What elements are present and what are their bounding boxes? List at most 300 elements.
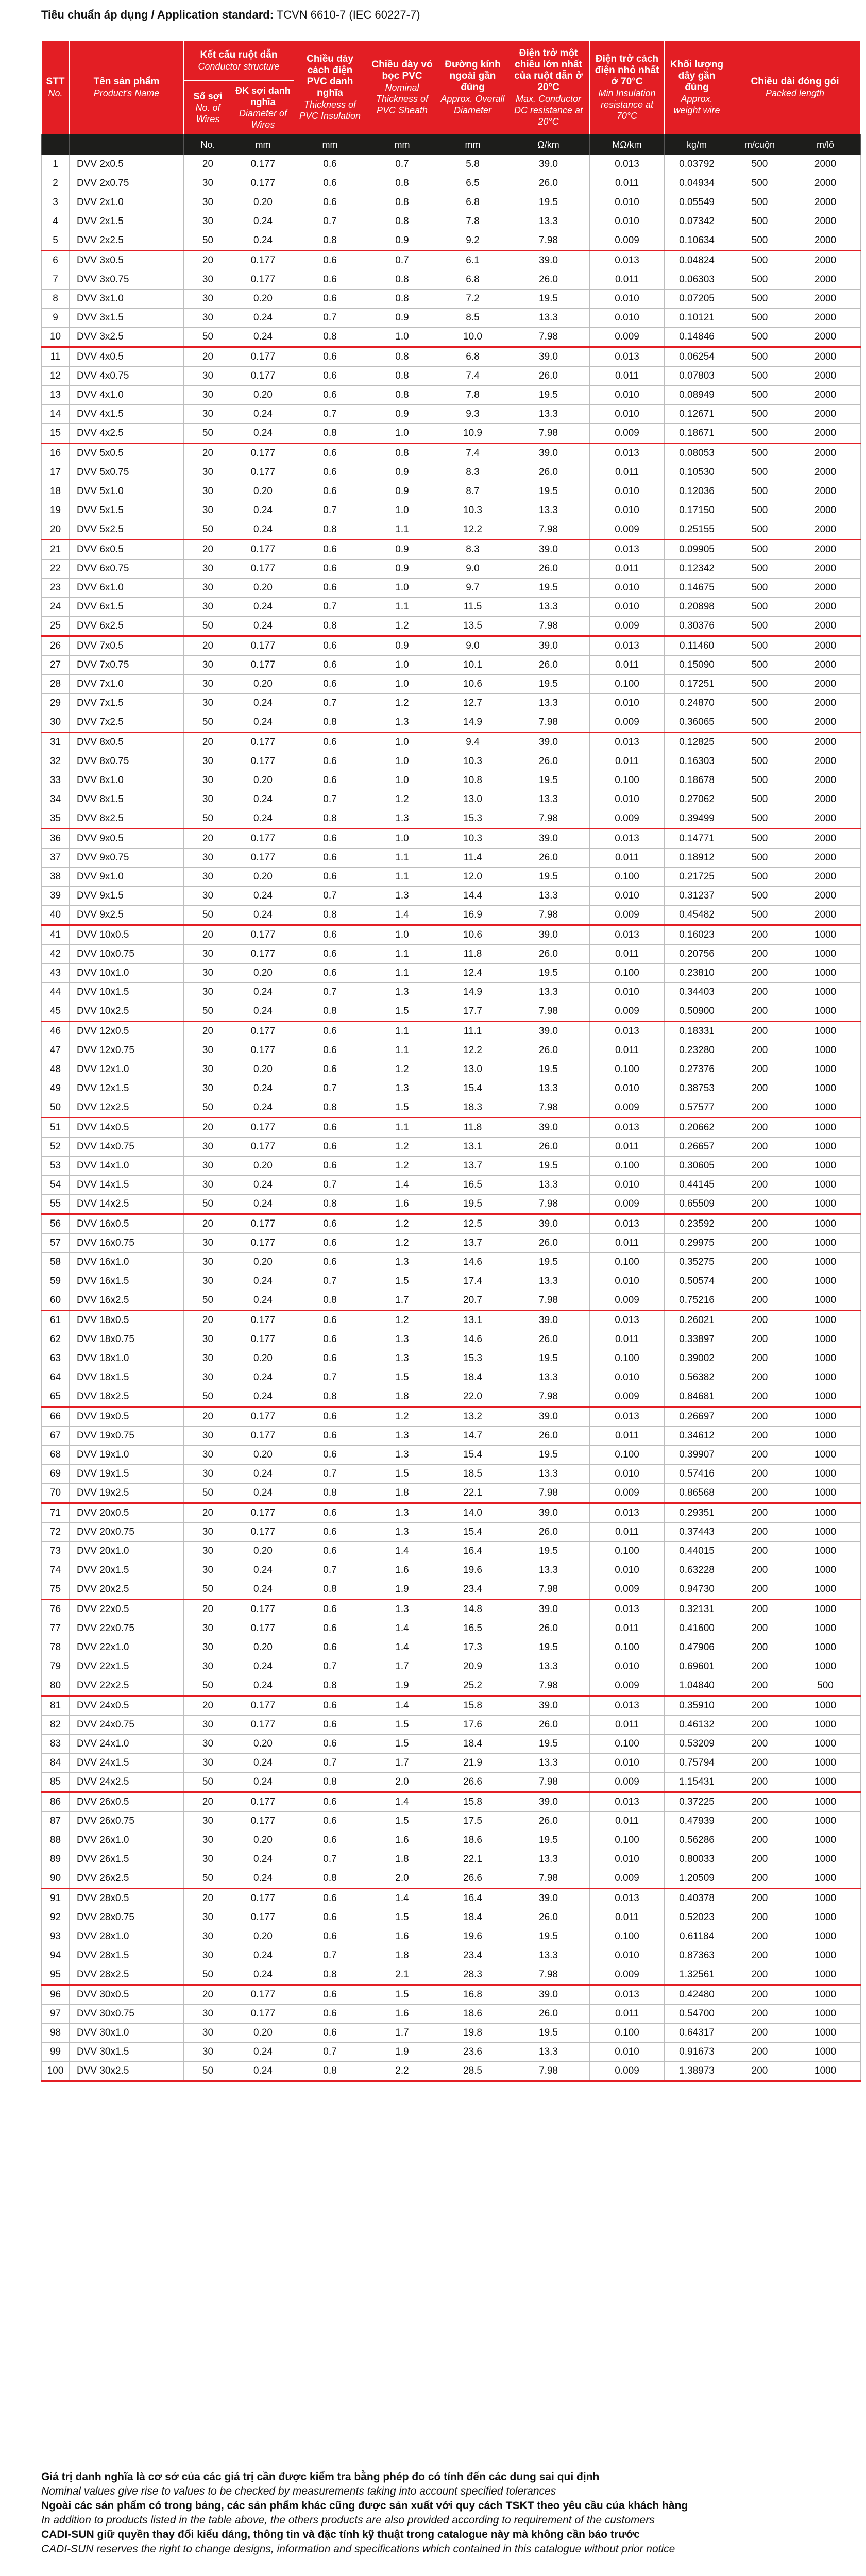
- cell-product-name: DVV 16x1.5: [70, 1272, 184, 1291]
- cell-product-name: DVV 28x0.75: [70, 1908, 184, 1927]
- cell-insulation-resistance: 0.011: [590, 656, 665, 675]
- cell-wire-diameter: 0.177: [232, 1234, 294, 1253]
- cell-weight: 0.16023: [665, 925, 729, 945]
- cell-wires: 30: [184, 270, 232, 290]
- cell-wire-diameter: 0.20: [232, 1638, 294, 1657]
- cell-weight: 0.34403: [665, 983, 729, 1002]
- cell-weight: 0.10634: [665, 231, 729, 251]
- cell-wires: 50: [184, 1580, 232, 1600]
- cell-overall-diameter: 11.8: [438, 1118, 507, 1138]
- cell-dc-resistance: 13.3: [507, 501, 590, 520]
- cell-weight: 1.15431: [665, 1773, 729, 1792]
- cell-length-per-coil: 500: [729, 444, 790, 463]
- cell-length-per-lot: 1000: [790, 1002, 861, 1022]
- cell-sheath: 1.5: [366, 1368, 438, 1387]
- table-row: [42, 328, 861, 347]
- cell-dc-resistance: 13.3: [507, 1079, 590, 1098]
- cell-stt: 79: [42, 1657, 70, 1676]
- cell-insulation-resistance: 0.011: [590, 1138, 665, 1157]
- cell-wire-diameter: 0.24: [232, 1850, 294, 1869]
- cell-insulation-resistance: 0.010: [590, 1465, 665, 1484]
- cell-stt: 22: [42, 560, 70, 579]
- cell-length-per-lot: 1000: [790, 1657, 861, 1676]
- cell-stt: 1: [42, 155, 70, 174]
- cell-stt: 83: [42, 1735, 70, 1754]
- cell-overall-diameter: 18.4: [438, 1735, 507, 1754]
- cell-wires: 20: [184, 1985, 232, 2005]
- cell-overall-diameter: 21.9: [438, 1754, 507, 1773]
- cell-length-per-lot: 2000: [790, 520, 861, 540]
- cell-insulation: 0.6: [294, 290, 366, 309]
- cell-insulation: 0.6: [294, 925, 366, 945]
- cell-product-name: DVV 30x0.75: [70, 2005, 184, 2024]
- cell-stt: 45: [42, 1002, 70, 1022]
- cell-wire-diameter: 0.24: [232, 520, 294, 540]
- cell-product-name: DVV 26x2.5: [70, 1869, 184, 1889]
- cell-sheath: 1.5: [366, 1735, 438, 1754]
- cell-length-per-coil: 500: [729, 868, 790, 887]
- cell-insulation-resistance: 0.010: [590, 405, 665, 424]
- table-row: [42, 1060, 861, 1079]
- cell-overall-diameter: 11.4: [438, 849, 507, 868]
- cell-sheath: 1.4: [366, 1542, 438, 1561]
- cell-insulation-resistance: 0.013: [590, 1889, 665, 1908]
- cell-sheath: 1.9: [366, 1580, 438, 1600]
- cell-length-per-lot: 1000: [790, 1253, 861, 1272]
- cell-stt: 67: [42, 1427, 70, 1446]
- cell-product-name: DVV 16x0.5: [70, 1214, 184, 1234]
- cell-weight: 0.84681: [665, 1387, 729, 1407]
- cell-weight: 0.07342: [665, 212, 729, 231]
- cell-wire-diameter: 0.177: [232, 155, 294, 174]
- cell-stt: 44: [42, 983, 70, 1002]
- cell-wire-diameter: 0.24: [232, 809, 294, 829]
- cell-overall-diameter: 19.8: [438, 2024, 507, 2043]
- cell-insulation: 0.8: [294, 1965, 366, 1985]
- cell-dc-resistance: 19.5: [507, 1831, 590, 1850]
- cell-dc-resistance: 13.3: [507, 1754, 590, 1773]
- cell-length-per-lot: 2000: [790, 501, 861, 520]
- cell-sheath: 1.0: [366, 675, 438, 694]
- cell-length-per-lot: 2000: [790, 771, 861, 790]
- cell-dc-resistance: 26.0: [507, 270, 590, 290]
- unit-cell: Ω/km: [507, 134, 590, 155]
- cell-wires: 30: [184, 2043, 232, 2062]
- cell-stt: 63: [42, 1349, 70, 1368]
- cell-wires: 30: [184, 694, 232, 713]
- cell-stt: 59: [42, 1272, 70, 1291]
- cell-dc-resistance: 7.98: [507, 1484, 590, 1503]
- cell-overall-diameter: 20.9: [438, 1657, 507, 1676]
- cell-insulation: 0.6: [294, 270, 366, 290]
- cell-dc-resistance: 26.0: [507, 2005, 590, 2024]
- cell-length-per-lot: 1000: [790, 1157, 861, 1176]
- cell-insulation: 0.6: [294, 193, 366, 212]
- cell-weight: 0.44015: [665, 1542, 729, 1561]
- cell-dc-resistance: 13.3: [507, 598, 590, 617]
- cell-wire-diameter: 0.177: [232, 1523, 294, 1542]
- cell-dc-resistance: 19.5: [507, 771, 590, 790]
- cell-overall-diameter: 14.7: [438, 1427, 507, 1446]
- cell-wire-diameter: 0.20: [232, 193, 294, 212]
- cell-dc-resistance: 39.0: [507, 347, 590, 367]
- cell-wires: 30: [184, 1638, 232, 1657]
- cell-weight: 0.20898: [665, 598, 729, 617]
- table-row: [42, 1812, 861, 1831]
- cell-insulation-resistance: 0.010: [590, 1368, 665, 1387]
- cell-wire-diameter: 0.24: [232, 405, 294, 424]
- cell-wires: 50: [184, 328, 232, 347]
- cell-insulation-resistance: 0.011: [590, 752, 665, 771]
- cell-wire-diameter: 0.177: [232, 925, 294, 945]
- cell-sheath: 1.1: [366, 1118, 438, 1138]
- cell-overall-diameter: 9.0: [438, 636, 507, 656]
- cell-overall-diameter: 8.5: [438, 309, 507, 328]
- cell-overall-diameter: 12.2: [438, 520, 507, 540]
- cell-insulation-resistance: 0.010: [590, 1657, 665, 1676]
- table-row: [42, 367, 861, 386]
- cell-dc-resistance: 19.5: [507, 579, 590, 598]
- table-row: [42, 1638, 861, 1657]
- cell-weight: 0.47939: [665, 1812, 729, 1831]
- cell-insulation-resistance: 0.013: [590, 829, 665, 849]
- cell-weight: 0.04934: [665, 174, 729, 193]
- table-row: [42, 1927, 861, 1946]
- cell-wire-diameter: 0.20: [232, 1446, 294, 1465]
- cell-product-name: DVV 10x2.5: [70, 1002, 184, 1022]
- table-row: [42, 1850, 861, 1869]
- cell-wire-diameter: 0.177: [232, 367, 294, 386]
- cell-dc-resistance: 39.0: [507, 829, 590, 849]
- cell-stt: 92: [42, 1908, 70, 1927]
- cell-insulation: 0.8: [294, 1291, 366, 1311]
- cell-stt: 31: [42, 733, 70, 752]
- cell-product-name: DVV 16x2.5: [70, 1291, 184, 1311]
- cell-stt: 91: [42, 1889, 70, 1908]
- cell-product-name: DVV 3x2.5: [70, 328, 184, 347]
- cell-insulation: 0.6: [294, 1118, 366, 1138]
- cell-insulation: 0.6: [294, 868, 366, 887]
- cell-wire-diameter: 0.24: [232, 1561, 294, 1580]
- cell-length-per-coil: 200: [729, 1638, 790, 1657]
- cell-weight: 0.23280: [665, 1041, 729, 1060]
- cell-weight: 0.56382: [665, 1368, 729, 1387]
- cell-weight: 0.14675: [665, 579, 729, 598]
- cell-sheath: 1.5: [366, 1985, 438, 2005]
- cell-wire-diameter: 0.177: [232, 540, 294, 560]
- cell-insulation: 0.6: [294, 482, 366, 501]
- cell-wire-diameter: 0.20: [232, 1542, 294, 1561]
- table-row: [42, 752, 861, 771]
- cell-length-per-lot: 1000: [790, 925, 861, 945]
- cell-insulation: 0.6: [294, 2005, 366, 2024]
- cell-length-per-coil: 200: [729, 1754, 790, 1773]
- cell-wires: 30: [184, 2024, 232, 2043]
- table-row: [42, 1253, 861, 1272]
- cell-overall-diameter: 10.6: [438, 675, 507, 694]
- cell-product-name: DVV 18x1.0: [70, 1349, 184, 1368]
- cell-wires: 30: [184, 1831, 232, 1850]
- cell-length-per-lot: 1000: [790, 1561, 861, 1580]
- cell-length-per-coil: 200: [729, 2043, 790, 2062]
- cell-stt: 96: [42, 1985, 70, 2005]
- cell-weight: 0.07205: [665, 290, 729, 309]
- table-row: [42, 520, 861, 540]
- cell-product-name: DVV 14x1.0: [70, 1157, 184, 1176]
- header-sheath-thickness: Chiều dày vỏ bọc PVC Nominal Thickness of PVC Sheath: [366, 41, 438, 134]
- cell-stt: 16: [42, 444, 70, 463]
- cell-product-name: DVV 9x1.0: [70, 868, 184, 887]
- cell-length-per-coil: 500: [729, 212, 790, 231]
- cell-insulation: 0.6: [294, 155, 366, 174]
- cell-sheath: 1.0: [366, 733, 438, 752]
- cell-wire-diameter: 0.24: [232, 598, 294, 617]
- cell-length-per-coil: 500: [729, 790, 790, 809]
- cell-wire-diameter: 0.24: [232, 1368, 294, 1387]
- cell-wires: 20: [184, 444, 232, 463]
- cell-insulation-resistance: 0.011: [590, 945, 665, 964]
- cell-weight: 0.41600: [665, 1619, 729, 1638]
- cell-sheath: 1.8: [366, 1946, 438, 1965]
- cell-wires: 30: [184, 309, 232, 328]
- cell-wire-diameter: 0.24: [232, 906, 294, 925]
- cell-length-per-lot: 2000: [790, 868, 861, 887]
- cell-insulation: 0.7: [294, 1561, 366, 1580]
- cell-product-name: DVV 14x0.5: [70, 1118, 184, 1138]
- cell-stt: 51: [42, 1118, 70, 1138]
- cell-product-name: DVV 7x0.75: [70, 656, 184, 675]
- cell-dc-resistance: 19.5: [507, 1638, 590, 1657]
- cell-weight: 0.57577: [665, 1098, 729, 1118]
- cell-length-per-lot: 1000: [790, 1735, 861, 1754]
- cell-length-per-lot: 1000: [790, 1927, 861, 1946]
- cell-wires: 30: [184, 771, 232, 790]
- cell-weight: 0.61184: [665, 1927, 729, 1946]
- cell-length-per-coil: 500: [729, 849, 790, 868]
- cell-stt: 80: [42, 1676, 70, 1696]
- cell-length-per-coil: 500: [729, 193, 790, 212]
- cell-sheath: 2.0: [366, 1773, 438, 1792]
- cell-wires: 30: [184, 1446, 232, 1465]
- cell-dc-resistance: 13.3: [507, 887, 590, 906]
- cell-length-per-lot: 1000: [790, 1214, 861, 1234]
- cell-dc-resistance: 26.0: [507, 849, 590, 868]
- cell-weight: 0.94730: [665, 1580, 729, 1600]
- cell-wire-diameter: 0.177: [232, 656, 294, 675]
- cell-overall-diameter: 17.5: [438, 1812, 507, 1831]
- cell-overall-diameter: 8.7: [438, 482, 507, 501]
- cell-insulation-resistance: 0.009: [590, 1484, 665, 1503]
- cell-insulation: 0.6: [294, 347, 366, 367]
- cell-stt: 93: [42, 1927, 70, 1946]
- cell-insulation: 0.8: [294, 520, 366, 540]
- cell-length-per-coil: 200: [729, 1773, 790, 1792]
- cell-overall-diameter: 9.0: [438, 560, 507, 579]
- cell-wire-diameter: 0.24: [232, 694, 294, 713]
- cell-insulation: 0.6: [294, 1349, 366, 1368]
- cell-overall-diameter: 23.4: [438, 1580, 507, 1600]
- cell-product-name: DVV 4x1.0: [70, 386, 184, 405]
- cell-length-per-lot: 1000: [790, 1465, 861, 1484]
- cell-sheath: 2.1: [366, 1965, 438, 1985]
- table-row: [42, 771, 861, 790]
- cell-length-per-coil: 500: [729, 270, 790, 290]
- cell-insulation-resistance: 0.010: [590, 2043, 665, 2062]
- cell-length-per-coil: 500: [729, 887, 790, 906]
- cell-wires: 50: [184, 906, 232, 925]
- cell-stt: 34: [42, 790, 70, 809]
- cell-stt: 15: [42, 424, 70, 444]
- cell-weight: 0.25155: [665, 520, 729, 540]
- cell-insulation-resistance: 0.100: [590, 1927, 665, 1946]
- cell-sheath: 1.3: [366, 1330, 438, 1349]
- cell-wire-diameter: 0.177: [232, 1407, 294, 1427]
- cell-length-per-lot: 2000: [790, 328, 861, 347]
- cell-stt: 3: [42, 193, 70, 212]
- cell-stt: 7: [42, 270, 70, 290]
- table-row: [42, 636, 861, 656]
- cell-insulation-resistance: 0.009: [590, 713, 665, 733]
- cell-stt: 53: [42, 1157, 70, 1176]
- cell-insulation-resistance: 0.013: [590, 1022, 665, 1041]
- cell-stt: 28: [42, 675, 70, 694]
- cell-insulation-resistance: 0.009: [590, 1580, 665, 1600]
- cell-product-name: DVV 30x1.5: [70, 2043, 184, 2062]
- cell-overall-diameter: 9.2: [438, 231, 507, 251]
- cell-wires: 30: [184, 945, 232, 964]
- table-row: [42, 868, 861, 887]
- cell-product-name: DVV 7x2.5: [70, 713, 184, 733]
- cell-sheath: 1.4: [366, 1792, 438, 1812]
- cell-length-per-lot: 1000: [790, 1484, 861, 1503]
- table-row: [42, 656, 861, 675]
- cell-overall-diameter: 14.6: [438, 1330, 507, 1349]
- cell-length-per-coil: 200: [729, 983, 790, 1002]
- cell-weight: 0.80033: [665, 1850, 729, 1869]
- cell-product-name: DVV 3x0.5: [70, 251, 184, 270]
- cell-insulation-resistance: 0.010: [590, 983, 665, 1002]
- cell-wire-diameter: 0.177: [232, 463, 294, 482]
- cell-length-per-coil: 200: [729, 1176, 790, 1195]
- cell-insulation: 0.7: [294, 887, 366, 906]
- cell-weight: 0.39907: [665, 1446, 729, 1465]
- cell-weight: 0.12825: [665, 733, 729, 752]
- cell-length-per-coil: 500: [729, 598, 790, 617]
- cell-overall-diameter: 16.4: [438, 1889, 507, 1908]
- cell-product-name: DVV 9x2.5: [70, 906, 184, 925]
- cell-weight: 0.27376: [665, 1060, 729, 1079]
- cell-dc-resistance: 39.0: [507, 1407, 590, 1427]
- cell-overall-diameter: 8.3: [438, 540, 507, 560]
- cell-insulation: 0.7: [294, 1754, 366, 1773]
- cell-insulation: 0.6: [294, 579, 366, 598]
- cell-insulation: 0.6: [294, 540, 366, 560]
- cell-length-per-coil: 200: [729, 1002, 790, 1022]
- cell-length-per-lot: 2000: [790, 713, 861, 733]
- cell-overall-diameter: 18.6: [438, 1831, 507, 1850]
- cell-wires: 30: [184, 579, 232, 598]
- cell-stt: 41: [42, 925, 70, 945]
- cell-wire-diameter: 0.24: [232, 424, 294, 444]
- table-row: [42, 1368, 861, 1387]
- cell-wire-diameter: 0.24: [232, 1773, 294, 1792]
- cell-sheath: 1.9: [366, 2043, 438, 2062]
- cell-weight: 0.54700: [665, 2005, 729, 2024]
- cell-sheath: 1.8: [366, 1484, 438, 1503]
- cell-stt: 85: [42, 1773, 70, 1792]
- cell-insulation: 0.7: [294, 1465, 366, 1484]
- cell-sheath: 2.0: [366, 1869, 438, 1889]
- cell-length-per-lot: 2000: [790, 155, 861, 174]
- cell-sheath: 0.8: [366, 290, 438, 309]
- cell-weight: 0.47906: [665, 1638, 729, 1657]
- cell-sheath: 1.3: [366, 1427, 438, 1446]
- cell-stt: 17: [42, 463, 70, 482]
- cell-insulation-resistance: 0.100: [590, 1446, 665, 1465]
- cell-wires: 20: [184, 1214, 232, 1234]
- cell-wires: 30: [184, 1542, 232, 1561]
- cell-insulation: 0.8: [294, 1098, 366, 1118]
- unit-cell: [70, 134, 184, 155]
- cell-sheath: 0.9: [366, 540, 438, 560]
- cell-insulation: 0.8: [294, 2062, 366, 2081]
- cell-stt: 46: [42, 1022, 70, 1041]
- cell-weight: 1.20509: [665, 1869, 729, 1889]
- cell-wires: 30: [184, 560, 232, 579]
- cell-length-per-lot: 2000: [790, 444, 861, 463]
- cell-product-name: DVV 24x1.5: [70, 1754, 184, 1773]
- cell-sheath: 1.5: [366, 1465, 438, 1484]
- cell-length-per-coil: 200: [729, 1138, 790, 1157]
- cell-wires: 50: [184, 617, 232, 636]
- cell-sheath: 1.2: [366, 1407, 438, 1427]
- cell-insulation: 0.7: [294, 790, 366, 809]
- cell-length-per-lot: 2000: [790, 656, 861, 675]
- cell-insulation-resistance: 0.010: [590, 1946, 665, 1965]
- cell-product-name: DVV 16x0.75: [70, 1234, 184, 1253]
- cell-weight: 0.03792: [665, 155, 729, 174]
- cell-stt: 76: [42, 1600, 70, 1619]
- cell-insulation-resistance: 0.010: [590, 482, 665, 501]
- cell-wires: 30: [184, 1754, 232, 1773]
- cell-length-per-coil: 200: [729, 1098, 790, 1118]
- cell-insulation: 0.8: [294, 617, 366, 636]
- cell-stt: 66: [42, 1407, 70, 1427]
- standard-value: TCVN 6610-7 (IEC 60227-7): [276, 8, 420, 21]
- cell-weight: 0.36065: [665, 713, 729, 733]
- cell-length-per-coil: 500: [729, 733, 790, 752]
- cell-insulation: 0.6: [294, 1927, 366, 1946]
- note-vi: Ngoài các sản phẩm có trong bảng, các sản phẩm khác cũng được sản xuất với quy cách TSKT theo yêu cầu của khách hàng: [41, 2500, 688, 2512]
- cell-overall-diameter: 13.7: [438, 1234, 507, 1253]
- cell-wires: 50: [184, 1195, 232, 1214]
- cell-sheath: 1.1: [366, 520, 438, 540]
- cell-weight: 0.08053: [665, 444, 729, 463]
- cell-length-per-coil: 200: [729, 1079, 790, 1098]
- cell-sheath: 1.3: [366, 983, 438, 1002]
- cell-dc-resistance: 13.3: [507, 1850, 590, 1869]
- cell-wires: 30: [184, 675, 232, 694]
- table-row: [42, 1754, 861, 1773]
- cell-sheath: 1.7: [366, 1754, 438, 1773]
- cell-sheath: 1.5: [366, 1812, 438, 1831]
- cell-wires: 30: [184, 386, 232, 405]
- cell-stt: 82: [42, 1716, 70, 1735]
- cell-dc-resistance: 39.0: [507, 733, 590, 752]
- cell-product-name: DVV 5x2.5: [70, 520, 184, 540]
- cell-weight: 0.44145: [665, 1176, 729, 1195]
- cell-insulation: 0.6: [294, 444, 366, 463]
